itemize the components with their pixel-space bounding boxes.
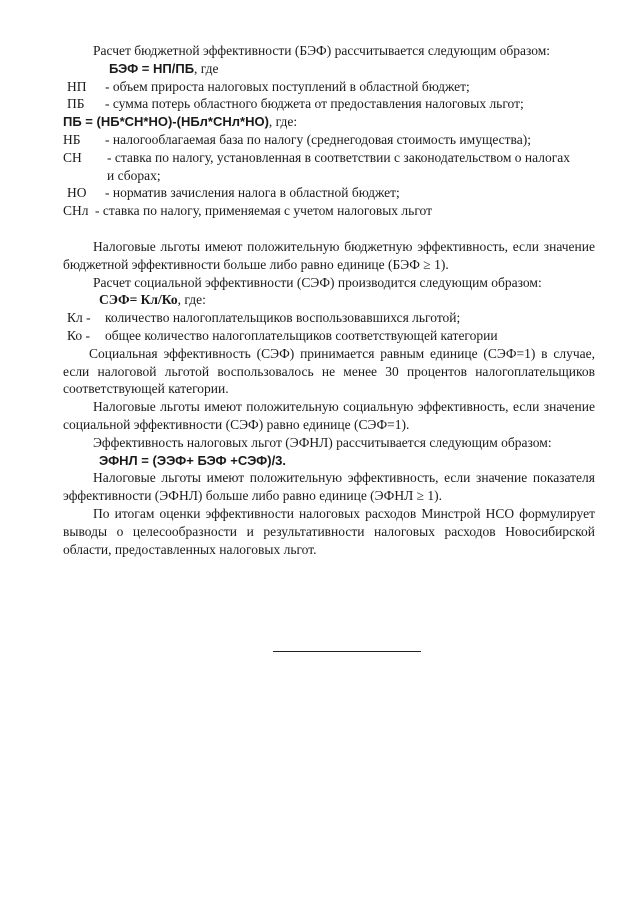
definition-term: НО bbox=[67, 185, 87, 201]
definition-term: НБ bbox=[63, 131, 81, 147]
definition-ko bbox=[63, 327, 595, 345]
bef-formula: БЭФ = НП/ПБ bbox=[109, 60, 195, 76]
sef-conclusion: Налоговые льготы имеют положительную социальную эффективность, если значение социальной эффективности (СЭФ) равно единице (СЭФ=1). bbox=[63, 399, 595, 432]
bef-formula-tail: , где bbox=[194, 60, 219, 76]
spacer bbox=[63, 220, 595, 238]
bef-formula-line bbox=[63, 60, 595, 78]
bef-intro: Расчет бюджетной эффективности (БЭФ) рассчитывается следующим образом: bbox=[93, 43, 551, 58]
efnl-formula-line bbox=[63, 452, 595, 470]
definition-term: Кл - bbox=[67, 310, 91, 326]
sef-rule: Социальная эффективность (СЭФ) принимается равным единице (СЭФ=1) в случае, если налоговой льготой воспользовалось не менее 30 процентов налогоплательщиков соответствующей категории. bbox=[63, 345, 595, 397]
sef-intro: Расчет социальной эффективности (СЭФ) производится следующим образом: bbox=[93, 274, 542, 290]
definition-sn bbox=[63, 149, 595, 185]
definition-desc: - сумма потерь областного бюджета от предоставления налоговых льгот; bbox=[105, 96, 524, 112]
definition-term: СН bbox=[63, 149, 82, 165]
definition-desc: - ставка по налогу, применяемая с учетом налоговых льгот bbox=[95, 203, 432, 219]
sef-formula-line bbox=[63, 291, 595, 309]
definition-desc: - объем прироста налоговых поступлений в областной бюджет; bbox=[105, 78, 470, 94]
efnl-conclusion: Налоговые льготы имеют положительную эффективность, если значение показателя эффективности (ЭФНЛ) больше либо равно единице (ЭФНЛ ≥ 1). bbox=[63, 470, 595, 504]
definition-desc: - ставка по налогу, установленная в соответствии с законодательством о налогах и сборах; bbox=[107, 149, 571, 183]
definition-desc: общее количество налогоплательщиков соответствующей категории bbox=[105, 327, 498, 343]
pb-formula: ПБ = (НБ*СН*НО)-(НБл*СНл*НО) bbox=[63, 114, 269, 130]
definition-desc: - норматив зачисления налога в областной бюджет; bbox=[105, 185, 400, 201]
efnl-intro: Эффективность налоговых льгот (ЭФНЛ) рассчитывается следующим образом: bbox=[93, 434, 552, 450]
definition-term: СНл bbox=[63, 203, 89, 219]
definition-np bbox=[63, 78, 595, 96]
final-conclusion: По итогам оценки эффективности налоговых расходов Минстрой НСО формулирует выводы о целесообразности и результативности налоговых расходов Новосибирской области, предоставленных налоговых льгот. bbox=[63, 505, 595, 557]
definition-kl bbox=[63, 309, 595, 327]
definition-desc: количество налогоплательщиков воспользовавшихся льготой; bbox=[105, 310, 461, 326]
pb-formula-line bbox=[63, 113, 595, 131]
bef-conclusion: Налоговые льготы имеют положительную бюджетную эффективность, если значение бюджетной эффективности больше либо равно единице (БЭФ ≥ 1). bbox=[63, 238, 595, 272]
definition-term: Ко - bbox=[67, 327, 90, 343]
document-body bbox=[63, 42, 595, 558]
definition-snl bbox=[63, 202, 595, 220]
definition-nb bbox=[63, 131, 595, 149]
pb-formula-tail: , где: bbox=[268, 114, 298, 130]
definition-term: ПБ bbox=[67, 96, 85, 112]
definition-desc: - налогооблагаемая база по налогу (среднегодовая стоимость имущества); bbox=[105, 131, 531, 147]
closing-rule bbox=[273, 651, 421, 652]
efnl-formula: ЭФНЛ = (ЭЭФ+ БЭФ +СЭФ)/3. bbox=[99, 452, 287, 468]
definition-pb bbox=[63, 95, 595, 113]
definition-no bbox=[63, 184, 595, 202]
definition-term: НП bbox=[67, 78, 87, 94]
sef-formula: СЭФ= Кл/Ко bbox=[99, 292, 178, 308]
sef-formula-tail: , где: bbox=[177, 292, 206, 308]
